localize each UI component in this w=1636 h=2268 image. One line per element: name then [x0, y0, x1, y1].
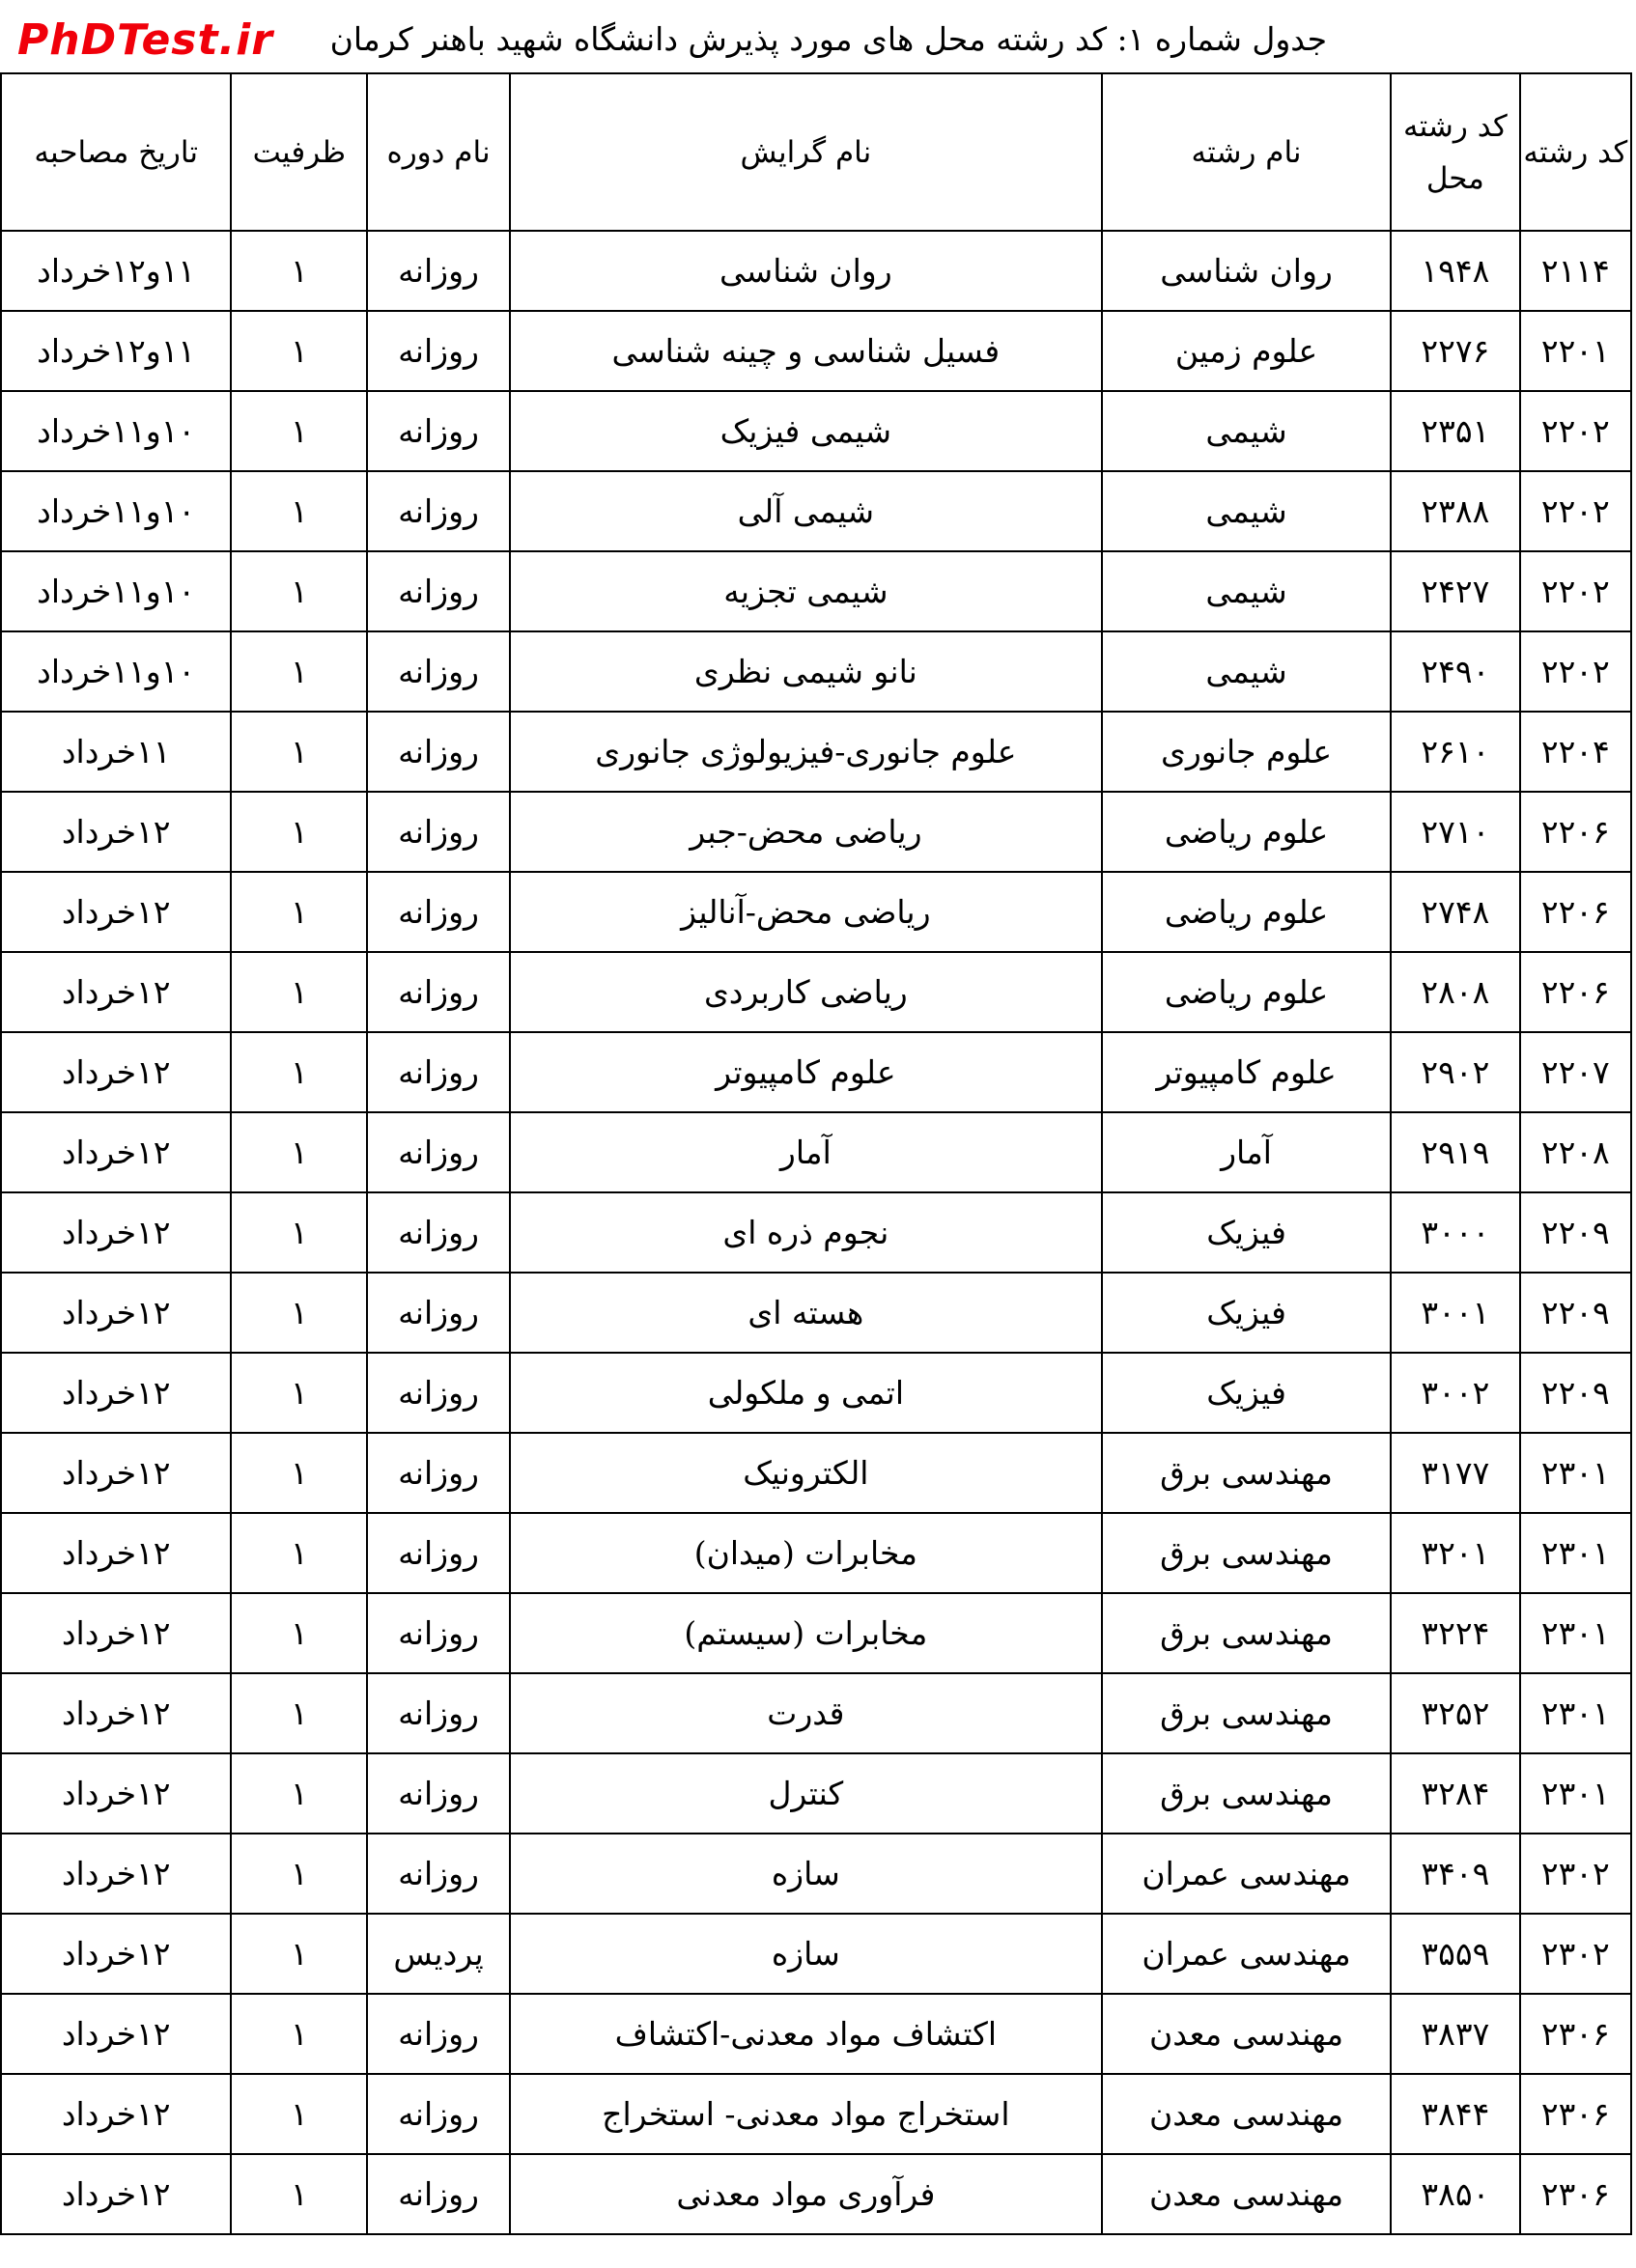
cell-field-code: ۲۲۰۱ — [1520, 311, 1631, 391]
table-row — [1, 2154, 1631, 2234]
cell-field-name: علوم زمین — [1102, 311, 1391, 391]
cell-field-code: ۲۲۰۲ — [1520, 471, 1631, 551]
cell-site-code: ۲۷۴۸ — [1391, 872, 1520, 952]
cell-field-code: ۲۳۰۱ — [1520, 1513, 1631, 1593]
cell-course-type: روزانه — [367, 471, 509, 551]
cell-interview-date: ۱۲خرداد — [1, 1673, 231, 1753]
cell-specialization: سازه — [510, 1834, 1102, 1914]
cell-field-name: مهندسی معدن — [1102, 2074, 1391, 2154]
table-row — [1, 1593, 1631, 1673]
cell-capacity: ۱ — [231, 1112, 367, 1192]
cell-site-code: ۲۷۱۰ — [1391, 792, 1520, 872]
cell-field-code: ۲۳۰۱ — [1520, 1753, 1631, 1834]
cell-field-code: ۲۲۰۲ — [1520, 631, 1631, 712]
cell-specialization: اتمی و ملکولی — [510, 1353, 1102, 1433]
cell-capacity: ۱ — [231, 2074, 367, 2154]
cell-interview-date: ۱۲خرداد — [1, 1834, 231, 1914]
cell-field-code: ۲۳۰۱ — [1520, 1433, 1631, 1513]
cell-course-type: روزانه — [367, 1994, 509, 2074]
cell-interview-date: ۱۰و۱۱خرداد — [1, 631, 231, 712]
cell-interview-date: ۱۰و۱۱خرداد — [1, 391, 231, 471]
table-row — [1, 1032, 1631, 1112]
table-header-row — [1, 73, 1631, 231]
cell-interview-date: ۱۲خرداد — [1, 1914, 231, 1994]
cell-interview-date: ۱۲خرداد — [1, 2074, 231, 2154]
cell-interview-date: ۱۲خرداد — [1, 952, 231, 1032]
cell-field-name: علوم ریاضی — [1102, 792, 1391, 872]
cell-specialization: مخابرات (سیستم) — [510, 1593, 1102, 1673]
cell-field-code: ۲۱۱۴ — [1520, 231, 1631, 311]
cell-site-code: ۳۲۰۱ — [1391, 1513, 1520, 1593]
cell-specialization: استخراج مواد معدنی- استخراج — [510, 2074, 1102, 2154]
cell-specialization: شیمی آلی — [510, 471, 1102, 551]
table-title: جدول شماره ۱: کد رشته محل های مورد پذیرش دانشگاه شهید باهنر کرمان — [329, 20, 1327, 58]
header-field-code: کد رشته — [1520, 73, 1631, 231]
cell-field-code: ۲۳۰۱ — [1520, 1593, 1631, 1673]
cell-site-code: ۲۳۸۸ — [1391, 471, 1520, 551]
cell-field-name: مهندسی برق — [1102, 1673, 1391, 1753]
cell-field-name: شیمی — [1102, 551, 1391, 631]
cell-interview-date: ۱۲خرداد — [1, 1593, 231, 1673]
table-row — [1, 792, 1631, 872]
cell-site-code: ۳۵۵۹ — [1391, 1914, 1520, 1994]
cell-capacity: ۱ — [231, 712, 367, 792]
cell-site-code: ۳۸۵۰ — [1391, 2154, 1520, 2234]
cell-specialization: اکتشاف مواد معدنی-اکتشاف — [510, 1994, 1102, 2074]
cell-field-name: شیمی — [1102, 391, 1391, 471]
cell-field-name: مهندسی عمران — [1102, 1914, 1391, 1994]
cell-field-code: ۲۳۰۶ — [1520, 2074, 1631, 2154]
cell-field-code: ۲۲۰۲ — [1520, 551, 1631, 631]
cell-specialization: کنترل — [510, 1753, 1102, 1834]
cell-course-type: روزانه — [367, 712, 509, 792]
cell-interview-date: ۱۱خرداد — [1, 712, 231, 792]
cell-capacity: ۱ — [231, 2154, 367, 2234]
cell-field-code: ۲۲۰۹ — [1520, 1273, 1631, 1353]
cell-field-name: فیزیک — [1102, 1353, 1391, 1433]
table-row — [1, 231, 1631, 311]
cell-specialization: قدرت — [510, 1673, 1102, 1753]
cell-course-type: روزانه — [367, 2154, 509, 2234]
table-row — [1, 952, 1631, 1032]
cell-course-type: روزانه — [367, 1112, 509, 1192]
cell-site-code: ۲۲۷۶ — [1391, 311, 1520, 391]
table-row — [1, 551, 1631, 631]
cell-field-code: ۲۲۰۷ — [1520, 1032, 1631, 1112]
cell-field-code: ۲۲۰۹ — [1520, 1353, 1631, 1433]
cell-capacity: ۱ — [231, 311, 367, 391]
header-interview-date: تاریخ مصاحبه — [1, 73, 231, 231]
cell-field-name: علوم جانوری — [1102, 712, 1391, 792]
cell-capacity: ۱ — [231, 1994, 367, 2074]
cell-specialization: هسته ای — [510, 1273, 1102, 1353]
cell-specialization: سازه — [510, 1914, 1102, 1994]
cell-field-name: مهندسی برق — [1102, 1593, 1391, 1673]
header-specialization: نام گرایش — [510, 73, 1102, 231]
header-course-type: نام دوره — [367, 73, 509, 231]
table-row — [1, 1112, 1631, 1192]
table-row — [1, 872, 1631, 952]
cell-course-type: روزانه — [367, 551, 509, 631]
cell-capacity: ۱ — [231, 1753, 367, 1834]
cell-capacity: ۱ — [231, 872, 367, 952]
table-row — [1, 1673, 1631, 1753]
cell-field-code: ۲۳۰۲ — [1520, 1834, 1631, 1914]
cell-course-type: روزانه — [367, 872, 509, 952]
cell-interview-date: ۱۲خرداد — [1, 1994, 231, 2074]
cell-site-code: ۲۹۰۲ — [1391, 1032, 1520, 1112]
cell-capacity: ۱ — [231, 1914, 367, 1994]
header-field-name: نام رشته — [1102, 73, 1391, 231]
cell-field-code: ۲۳۰۶ — [1520, 1994, 1631, 2074]
cell-field-name: مهندسی برق — [1102, 1513, 1391, 1593]
cell-capacity: ۱ — [231, 631, 367, 712]
cell-specialization: علوم کامپیوتر — [510, 1032, 1102, 1112]
table-row — [1, 1273, 1631, 1353]
cell-field-name: فیزیک — [1102, 1192, 1391, 1273]
cell-course-type: روزانه — [367, 1032, 509, 1112]
cell-capacity: ۱ — [231, 792, 367, 872]
cell-field-name: آمار — [1102, 1112, 1391, 1192]
cell-field-code: ۲۲۰۶ — [1520, 792, 1631, 872]
cell-capacity: ۱ — [231, 471, 367, 551]
cell-course-type: پردیس — [367, 1914, 509, 1994]
cell-capacity: ۱ — [231, 231, 367, 311]
cell-field-name: مهندسی عمران — [1102, 1834, 1391, 1914]
cell-course-type: روزانه — [367, 1433, 509, 1513]
cell-course-type: روزانه — [367, 1593, 509, 1673]
cell-specialization: الکترونیک — [510, 1433, 1102, 1513]
cell-course-type: روزانه — [367, 1673, 509, 1753]
cell-interview-date: ۱۲خرداد — [1, 792, 231, 872]
cell-site-code: ۳۲۸۴ — [1391, 1753, 1520, 1834]
cell-specialization: ریاضی محض-آنالیز — [510, 872, 1102, 952]
cell-site-code: ۲۴۲۷ — [1391, 551, 1520, 631]
cell-course-type: روزانه — [367, 391, 509, 471]
admission-table — [0, 72, 1632, 2235]
table-row — [1, 1513, 1631, 1593]
cell-field-code: ۲۳۰۶ — [1520, 2154, 1631, 2234]
table-row — [1, 311, 1631, 391]
cell-field-code: ۲۲۰۲ — [1520, 391, 1631, 471]
cell-capacity: ۱ — [231, 1513, 367, 1593]
table-row — [1, 391, 1631, 471]
cell-specialization: نانو شیمی نظری — [510, 631, 1102, 712]
cell-interview-date: ۱۲خرداد — [1, 2154, 231, 2234]
cell-interview-date: ۱۲خرداد — [1, 1513, 231, 1593]
cell-field-code: ۲۲۰۴ — [1520, 712, 1631, 792]
cell-field-name: مهندسی معدن — [1102, 2154, 1391, 2234]
cell-capacity: ۱ — [231, 952, 367, 1032]
header-field-site-code: کد رشته محل — [1391, 73, 1520, 231]
cell-site-code: ۳۲۵۲ — [1391, 1673, 1520, 1753]
cell-capacity: ۱ — [231, 1834, 367, 1914]
cell-interview-date: ۱۱و۱۲خرداد — [1, 231, 231, 311]
cell-field-name: شیمی — [1102, 471, 1391, 551]
cell-site-code: ۳۸۳۷ — [1391, 1994, 1520, 2074]
cell-site-code: ۲۳۵۱ — [1391, 391, 1520, 471]
cell-field-code: ۲۲۰۶ — [1520, 952, 1631, 1032]
cell-specialization: روان شناسی — [510, 231, 1102, 311]
cell-field-name: علوم ریاضی — [1102, 952, 1391, 1032]
cell-site-code: ۳۱۷۷ — [1391, 1433, 1520, 1513]
cell-course-type: روزانه — [367, 1753, 509, 1834]
cell-interview-date: ۱۲خرداد — [1, 1353, 231, 1433]
cell-course-type: روزانه — [367, 1513, 509, 1593]
table-row — [1, 2074, 1631, 2154]
cell-field-name: روان شناسی — [1102, 231, 1391, 311]
cell-site-code: ۱۹۴۸ — [1391, 231, 1520, 311]
table-row — [1, 1192, 1631, 1273]
cell-interview-date: ۱۲خرداد — [1, 1753, 231, 1834]
cell-course-type: روزانه — [367, 231, 509, 311]
cell-capacity: ۱ — [231, 1273, 367, 1353]
cell-site-code: ۳۴۰۹ — [1391, 1834, 1520, 1914]
cell-capacity: ۱ — [231, 1192, 367, 1273]
table-row — [1, 1353, 1631, 1433]
cell-field-name: شیمی — [1102, 631, 1391, 712]
table-row — [1, 712, 1631, 792]
cell-site-code: ۲۴۹۰ — [1391, 631, 1520, 712]
cell-capacity: ۱ — [231, 1032, 367, 1112]
cell-field-name: علوم ریاضی — [1102, 872, 1391, 952]
cell-interview-date: ۱۲خرداد — [1, 1112, 231, 1192]
cell-site-code: ۲۶۱۰ — [1391, 712, 1520, 792]
cell-field-code: ۲۳۰۱ — [1520, 1673, 1631, 1753]
table-row — [1, 1994, 1631, 2074]
cell-site-code: ۲۹۱۹ — [1391, 1112, 1520, 1192]
header-capacity: ظرفیت — [231, 73, 367, 231]
table-row — [1, 631, 1631, 712]
cell-specialization: نجوم ذره ای — [510, 1192, 1102, 1273]
cell-capacity: ۱ — [231, 551, 367, 631]
cell-specialization: فسیل شناسی و چینه شناسی — [510, 311, 1102, 391]
table-row — [1, 1834, 1631, 1914]
cell-site-code: ۳۰۰۲ — [1391, 1353, 1520, 1433]
cell-course-type: روزانه — [367, 2074, 509, 2154]
cell-field-code: ۲۲۰۶ — [1520, 872, 1631, 952]
cell-course-type: روزانه — [367, 1834, 509, 1914]
cell-site-code: ۳۸۴۴ — [1391, 2074, 1520, 2154]
cell-course-type: روزانه — [367, 631, 509, 712]
cell-site-code: ۳۰۰۱ — [1391, 1273, 1520, 1353]
cell-interview-date: ۱۲خرداد — [1, 1433, 231, 1513]
cell-specialization: ریاضی محض-جبر — [510, 792, 1102, 872]
cell-specialization: علوم جانوری-فیزیولوژی جانوری — [510, 712, 1102, 792]
table-row — [1, 1914, 1631, 1994]
cell-course-type: روزانه — [367, 952, 509, 1032]
cell-specialization: شیمی تجزیه — [510, 551, 1102, 631]
cell-field-name: مهندسی برق — [1102, 1433, 1391, 1513]
cell-site-code: ۳۲۲۴ — [1391, 1593, 1520, 1673]
cell-field-code: ۲۲۰۸ — [1520, 1112, 1631, 1192]
cell-site-code: ۲۸۰۸ — [1391, 952, 1520, 1032]
cell-capacity: ۱ — [231, 1673, 367, 1753]
cell-field-name: علوم کامپیوتر — [1102, 1032, 1391, 1112]
cell-site-code: ۳۰۰۰ — [1391, 1192, 1520, 1273]
cell-field-code: ۲۳۰۲ — [1520, 1914, 1631, 1994]
cell-field-name: مهندسی معدن — [1102, 1994, 1391, 2074]
cell-field-code: ۲۲۰۹ — [1520, 1192, 1631, 1273]
cell-interview-date: ۱۲خرداد — [1, 1192, 231, 1273]
site-logo: PhDTest.ir — [17, 15, 273, 65]
cell-course-type: روزانه — [367, 792, 509, 872]
cell-interview-date: ۱۰و۱۱خرداد — [1, 471, 231, 551]
cell-field-name: مهندسی برق — [1102, 1753, 1391, 1834]
cell-specialization: آمار — [510, 1112, 1102, 1192]
cell-capacity: ۱ — [231, 1433, 367, 1513]
cell-specialization: شیمی فیزیک — [510, 391, 1102, 471]
cell-interview-date: ۱۲خرداد — [1, 1273, 231, 1353]
cell-interview-date: ۱۲خرداد — [1, 872, 231, 952]
table-body — [1, 231, 1631, 2234]
cell-interview-date: ۱۰و۱۱خرداد — [1, 551, 231, 631]
cell-specialization: فرآوری مواد معدنی — [510, 2154, 1102, 2234]
cell-capacity: ۱ — [231, 1593, 367, 1673]
cell-course-type: روزانه — [367, 1273, 509, 1353]
cell-course-type: روزانه — [367, 1353, 509, 1433]
cell-specialization: مخابرات (میدان) — [510, 1513, 1102, 1593]
cell-specialization: ریاضی کاربردی — [510, 952, 1102, 1032]
table-row — [1, 1433, 1631, 1513]
cell-capacity: ۱ — [231, 391, 367, 471]
cell-interview-date: ۱۱و۱۲خرداد — [1, 311, 231, 391]
cell-course-type: روزانه — [367, 311, 509, 391]
cell-interview-date: ۱۲خرداد — [1, 1032, 231, 1112]
cell-field-name: فیزیک — [1102, 1273, 1391, 1353]
cell-course-type: روزانه — [367, 1192, 509, 1273]
cell-capacity: ۱ — [231, 1353, 367, 1433]
table-row — [1, 1753, 1631, 1834]
table-row — [1, 471, 1631, 551]
